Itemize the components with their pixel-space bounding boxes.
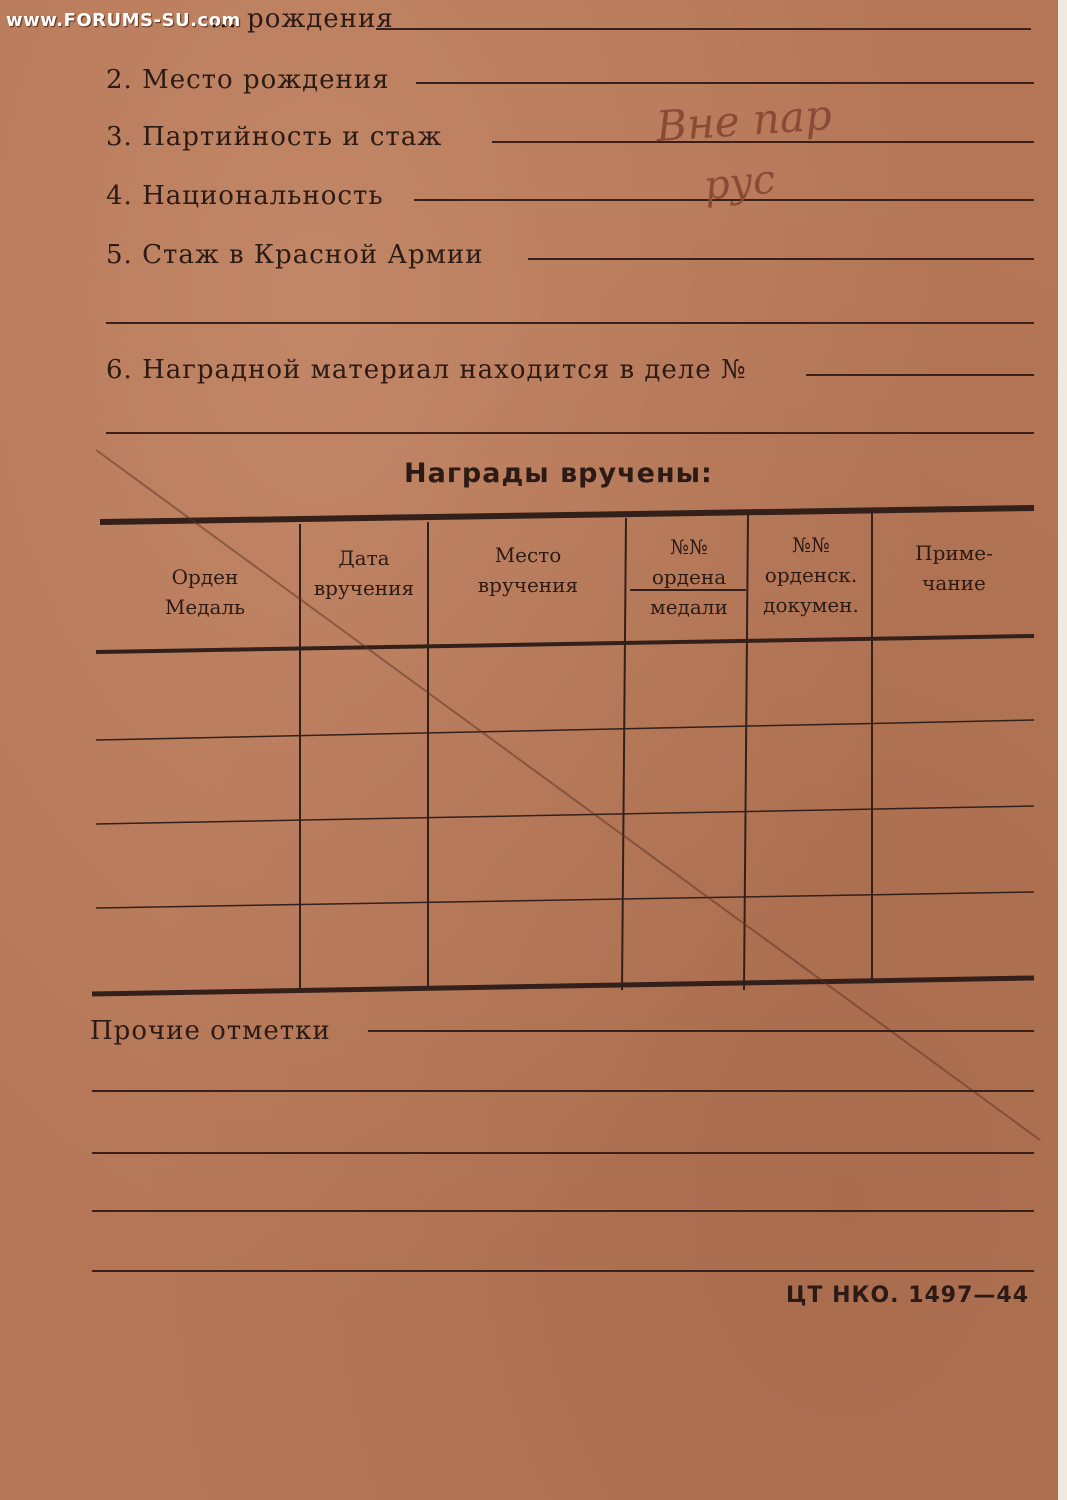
column-header-note <box>874 538 1034 598</box>
other-marks-line-3 <box>92 1152 1034 1154</box>
column-header-date <box>302 543 426 603</box>
column-header-order-line2: Медаль <box>164 595 246 619</box>
field-5-label: 5. Стаж в Красной Армии <box>106 240 484 270</box>
column-header-order-line1: Орден <box>171 565 239 589</box>
column-header-numbers-line3: медали <box>650 595 728 619</box>
column-header-place-line1: Место <box>494 543 562 567</box>
scan-margin <box>1058 0 1067 1500</box>
field-1-label: ... рождения <box>210 4 394 34</box>
field-4-label: 4. Национальность <box>106 181 384 211</box>
column-header-place-line2: вручения <box>477 573 579 597</box>
column-header-docs-line3: докумен. <box>763 593 859 617</box>
column-header-order <box>130 562 280 622</box>
other-marks-line-5 <box>92 1270 1034 1272</box>
column-header-note-line2: чание <box>922 571 986 595</box>
other-marks-line-4 <box>92 1210 1034 1212</box>
column-header-numbers-line2: ордена <box>651 565 727 589</box>
column-header-numbers <box>630 532 748 622</box>
column-header-docs <box>750 530 872 620</box>
column-header-date-line2: вручения <box>313 576 415 600</box>
field-3-handwriting: Вне пар <box>654 89 834 152</box>
column-header-date-line1: Дата <box>338 546 390 570</box>
column-header-note-line1: Приме- <box>915 541 993 565</box>
other-marks-line-2 <box>92 1090 1034 1092</box>
column-header-place <box>430 540 626 600</box>
other-marks-line-1 <box>368 1030 1034 1032</box>
field-6-label: 6. Наградной материал находится в деле № <box>106 355 747 385</box>
field-3-label: 3. Партийность и стаж <box>106 122 443 152</box>
field-2-label: 2. Место рождения <box>106 65 390 95</box>
awards-title: Награды вручены: <box>404 458 713 489</box>
watermark: www.FORUMS-SU.com <box>6 10 241 31</box>
column-header-docs-line2: орденск. <box>764 563 858 587</box>
other-marks-label: Прочие отметки <box>90 1016 331 1046</box>
column-header-docs-line1: №№ <box>792 533 830 557</box>
column-header-numbers-line1: №№ <box>670 535 708 559</box>
form-code: ЦТ НКО. 1497—44 <box>786 1283 1030 1308</box>
field-4-handwriting: рус <box>701 156 778 210</box>
